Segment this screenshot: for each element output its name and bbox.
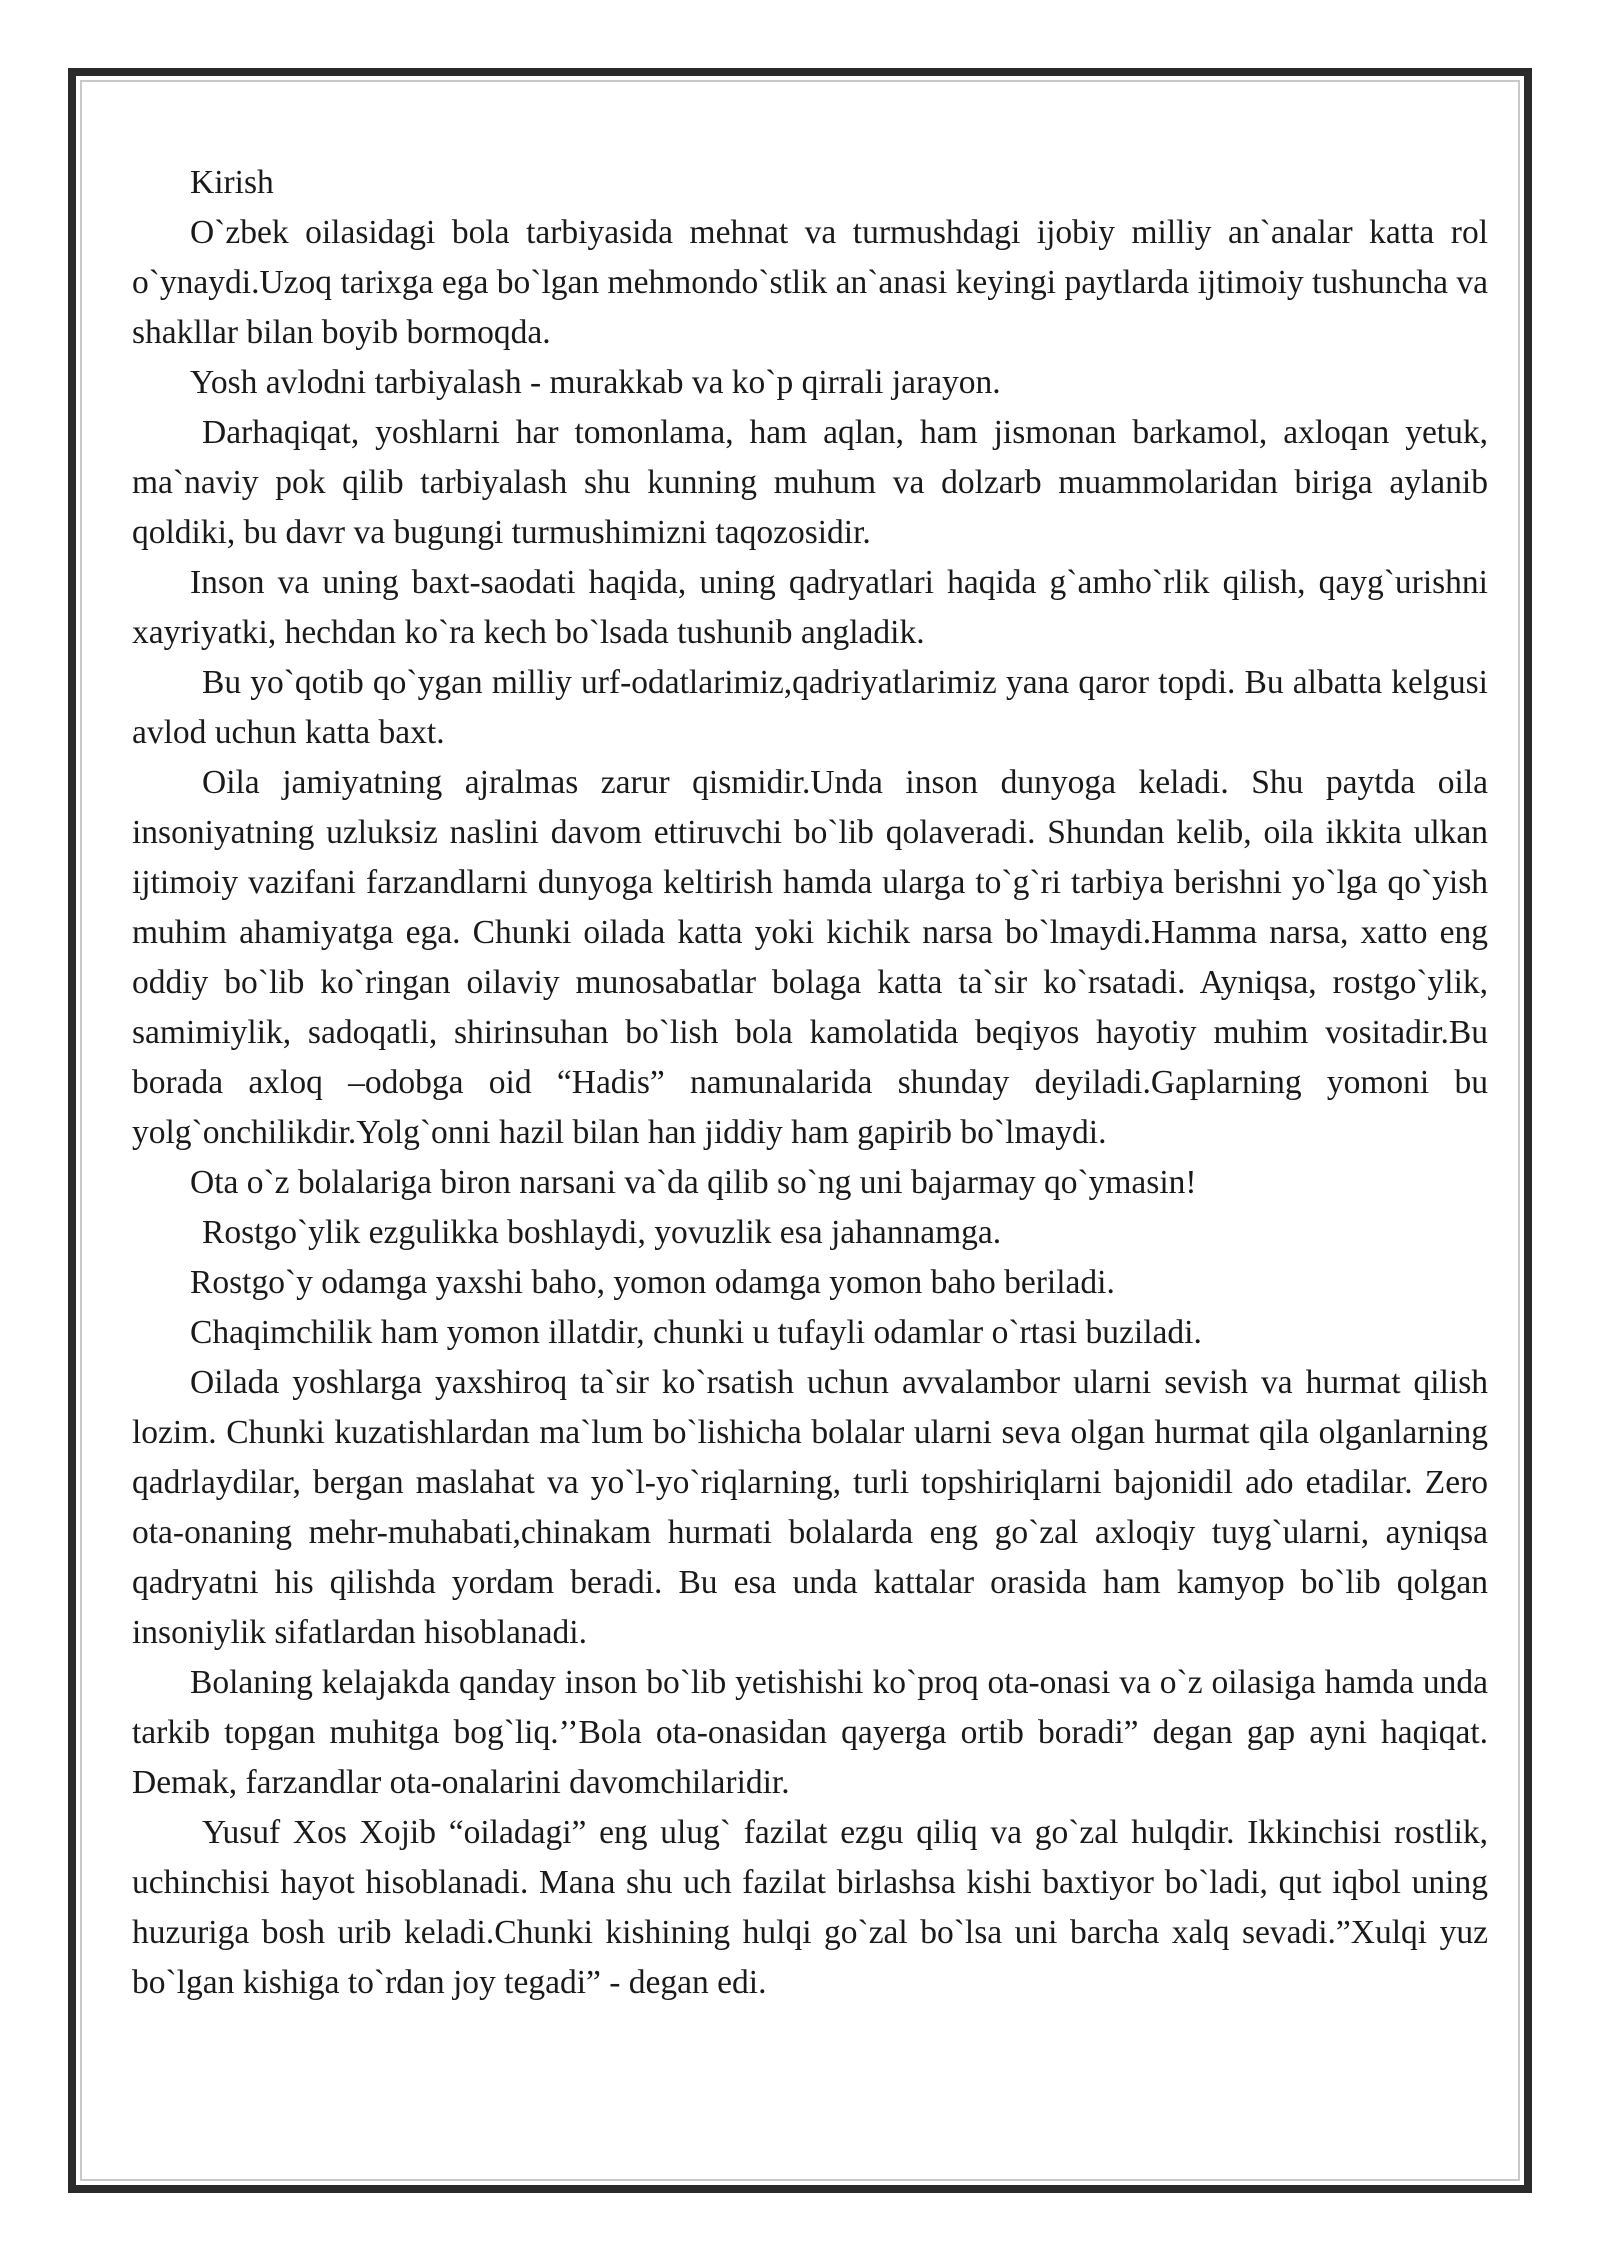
page-border: [68, 68, 1532, 2193]
paragraph: Chaqimchilik ham yomon illatdir, chunki u tufayli odamlar o`rtasi buziladi.: [190, 1314, 1202, 1351]
paragraph: Bu yo`qotib qo`ygan milliy urf-odatlarimiz,qadriyatlarimiz yana qaror topdi. Bu albatta kelgusi avlod uchun katta baxt.: [132, 664, 1488, 751]
paragraph: Ota o`z bolalariga biron narsani va`da qilib so`ng uni bajarmay qo`ymasin!: [190, 1164, 1197, 1201]
document-body: [132, 158, 1488, 2008]
paragraph: O`zbek oilasidagi bola tarbiyasida mehnat va turmushdagi ijobiy milliy an`analar katta rol o`ynaydi.Uzoq tarixga ega bo`lgan mehmondo`stlik an`anasi keyingi paytlarda ijtimoiy tushuncha va shakllar bilan boyib bormoqda.: [132, 214, 1488, 351]
paragraph: Bolaning kelajakda qanday inson bo`lib yetishishi ko`proq ota-onasi va o`z oilasiga hamda unda tarkib topgan muhitga bog`liq.’’Bola ota-onasidan qayerga ortib boradi” degan gap ayni haqiqat. Demak, farzandlar ota-onalarini davomchilaridir.: [132, 1664, 1488, 1801]
paragraph: Oilada yoshlarga yaxshiroq ta`sir ko`rsatish uchun avvalambor ularni sevish va hurmat qilish lozim. Chunki kuzatishlardan ma`lum bo`lishicha bolalar ularni seva olgan hurmat qila olganlarning qadrlaydilar, bergan maslahat va yo`l-yo`riqlarning, turli topshiriqlarni bajonidil ado etadilar. Zero ota-onaning mehr-muhabati,chinakam hurmati bolalarda eng go`zal axloqiy tuyg`ularni, ayniqsa qadryatni his qilishda yordam beradi. Bu esa unda kattalar orasida ham kamyop bo`lib qolgan insoniylik sifatlardan hisoblanadi.: [132, 1364, 1488, 1651]
paragraph: Rostgo`ylik ezgulikka boshlaydi, yovuzlik esa jahannamga.: [202, 1214, 1002, 1251]
paragraph: Yusuf Xos Xojib “oiladagi” eng ulug` fazilat ezgu qiliq va go`zal hulqdir. Ikkinchisi rostlik, uchinchisi hayot hisoblanadi. Mana shu uch fazilat birlashsa kishi baxtiyor bo`ladi, qut iqbol uning huzuriga bosh urib keladi.Chunki kishining hulqi go`zal bo`lsa uni barcha xalq sevadi.”Xulqi yuz bo`lgan kishiga to`rdan joy tegadi” - degan edi.: [132, 1814, 1488, 2001]
paragraph: Yosh avlodni tarbiyalash - murakkab va ko`p qirrali jarayon.: [190, 364, 1001, 401]
paragraph: Inson va uning baxt-saodati haqida, uning qadryatlari haqida g`amho`rlik qilish, qayg`urishni xayriyatki, hechdan ko`ra kech bo`lsada tushunib angladik.: [132, 564, 1488, 651]
paragraph: Rostgo`y odamga yaxshi baho, yomon odamga yomon baho beriladi.: [190, 1264, 1115, 1301]
paragraph: Oila jamiyatning ajralmas zarur qismidir.Unda inson dunyoga keladi. Shu paytda oila insoniyatning uzluksiz naslini davom ettiruvchi bo`lib qolaveradi. Shundan kelib, oila ikkita ulkan ijtimoiy vazifani farzandlarni dunyoga keltirish hamda ularga to`g`ri tarbiya berishni yo`lga qo`yish muhim ahamiyatga ega. Chunki oilada katta yoki kichik narsa bo`lmaydi.Hamma narsa, xatto eng oddiy bo`lib ko`ringan oilaviy munosabatlar bolaga katta ta`sir ko`rsatadi. Ayniqsa, rostgo`ylik, samimiylik, sadoqatli, shirinsuhan bo`lish bola kamolatida beqiyos hayotiy muhim vositadir.Bu borada axloq –odobga oid “Hadis” namunalarida shunday deyiladi.Gaplarning yomoni bu yolg`onchilikdir.Yolg`onni hazil bilan han jiddiy ham gapirib bo`lmaydi.: [132, 764, 1488, 1151]
document-heading: Kirish: [190, 164, 274, 201]
paragraph: Darhaqiqat, yoshlarni har tomonlama, ham aqlan, ham jismonan barkamol, axloqan yetuk, ma`naviy pok qilib tarbiyalash shu kunning muhum va dolzarb muammolaridan biriga aylanib qoldiki, bu davr va bugungi turmushimizni taqozosidir.: [132, 414, 1488, 551]
